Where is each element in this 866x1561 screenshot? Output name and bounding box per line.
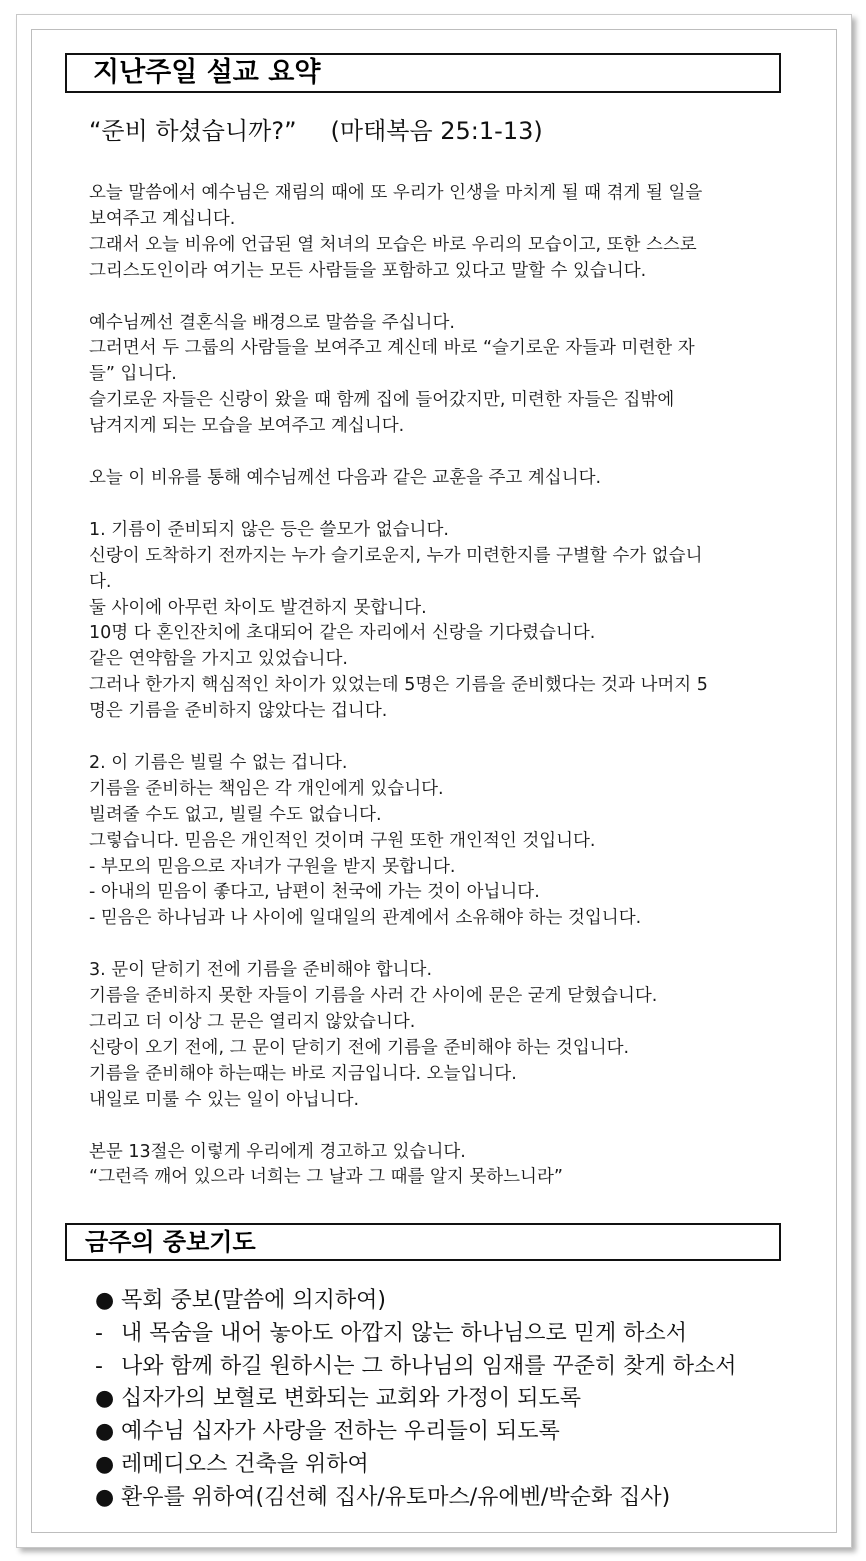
body-line: 예수님께선 결혼식을 배경으로 말씀을 주십니다. [89,312,455,333]
blank-line [89,725,789,751]
blank-line [89,1114,789,1140]
body-line: 기름을 준비하지 못한 자들이 기름을 사러 간 사이에 문은 굳게 닫혔습니다. [89,986,658,1007]
prayer-text: 레메디오스 건축을 위하여 [121,1451,369,1477]
prayer-item [95,1351,795,1384]
body-line: 남겨지게 되는 모습을 보여주고 계십니다. [89,416,405,437]
body-line: 그렇습니다. 믿음은 개인적인 것이며 구원 또한 개인적인 것입니다. [89,830,596,851]
prayer-item [95,1318,795,1351]
bullet-icon: ● [95,1484,115,1510]
bullet-icon: ● [95,1386,115,1412]
body-line: 신랑이 도착하기 전까지는 누가 슬기로운지, 누가 미련한지를 구별할 수가 없습니 [89,545,703,566]
bullet-icon: ● [95,1419,115,1445]
body-line: 그러면서 두 그룹의 사람들을 보여주고 계신데 바로 “슬기로운 자들과 미련한 자 [89,338,695,359]
body-line: 빌려줄 수도 없고, 빌릴 수도 없습니다. [89,804,382,825]
dash-marker: - [95,1320,103,1346]
bullet-icon: ● [95,1288,115,1313]
body-line: 그러나 한가지 핵심적인 차이가 있었는데 5명은 기름을 준비했다는 것과 나머지 5 [89,675,708,696]
body-line: 그리스도인이라 여기는 모든 사람들을 포함하고 있다고 말할 수 있습니다. [89,260,647,281]
prayer-item [95,1449,795,1482]
prayer-list [95,1285,795,1515]
prayer-item [95,1416,795,1449]
body-line: 들” 입니다. [89,364,177,385]
sermon-title-text: “준비 하셨습니까?” [89,117,297,145]
scripture-reference: (마태복음 25:1-13) [330,117,543,145]
prayer-item [95,1285,795,1318]
blank-line [89,285,789,311]
prayer-item [95,1482,795,1515]
bulletin-page [16,14,852,1548]
body-line: 오늘 이 비유를 통해 예수님께선 다음과 같은 교훈을 주고 계십니다. [89,467,602,488]
prayer-item [95,1383,795,1416]
prayer-text: 환우를 위하여(김선혜 집사/유토마스/유에벤/박순화 집사) [121,1484,671,1510]
body-line: 본문 13절은 이렇게 우리에게 경고하고 있습니다. [89,1141,466,1162]
body-line: 3. 문이 닫히기 전에 기름을 준비해야 합니다. [89,960,433,981]
body-line: 오늘 말씀에서 예수님은 재림의 때에 또 우리가 인생을 마치게 될 때 겪게 될 일을 [89,183,703,203]
body-line: “그런즉 깨어 있으라 너희는 그 날과 그 때를 알지 못하느니라” [89,1167,563,1188]
blank-line [89,932,789,958]
prayer-text: 십자가의 보혈로 변화되는 교회와 가정이 되도록 [121,1386,582,1412]
body-line: 같은 연약함을 가지고 있었습니다. [89,649,348,670]
sermon-summary-heading: 지난주일 설교 요약 [65,53,781,93]
body-line: - 믿음은 하나님과 나 사이에 일대일의 관계에서 소유해야 하는 것입니다. [89,908,642,929]
prayer-text: 예수님 십자가 사랑을 전하는 우리들이 되도록 [121,1419,560,1445]
body-line: 1. 기름이 준비되지 않은 등은 쓸모가 없습니다. [89,519,449,540]
blank-line [89,492,789,518]
body-line: 10명 다 혼인잔치에 초대되어 같은 자리에서 신랑을 기다렸습니다. [89,623,596,644]
body-line: 기름을 준비하는 책임은 각 개인에게 있습니다. [89,778,444,799]
body-line: 기름을 준비해야 하는때는 바로 지금입니다. 오늘입니다. [89,1063,517,1084]
body-line: - 부모의 믿음으로 자녀가 구원을 받지 못합니다. [89,856,456,877]
blank-line [89,440,789,466]
body-line: 그래서 오늘 비유에 언급된 열 처녀의 모습은 바로 우리의 모습이고, 또한 스스로 [89,234,697,255]
prayer-text: 나와 함께 하길 원하시는 그 하나님의 임재를 꾸준히 찾게 하소서 [121,1353,737,1379]
prayer-text: 목회 중보(말씀에 의지하여) [121,1288,386,1313]
sermon-summary-body [89,181,789,1191]
body-line: 둘 사이에 아무런 차이도 발견하지 못합니다. [89,597,427,618]
body-line: 보여주고 계십니다. [89,208,236,229]
prayer-heading: 금주의 중보기도 [65,1223,781,1261]
prayer-text: 내 목숨을 내어 놓아도 아깝지 않는 하나님으로 믿게 하소서 [121,1320,687,1346]
body-line: 다. [89,571,112,592]
body-line: 슬기로운 자들은 신랑이 왔을 때 함께 집에 들어갔지만, 미련한 자들은 집밖에 [89,390,675,411]
dash-marker: - [95,1353,103,1379]
body-line: 명은 기름을 준비하지 않았다는 겁니다. [89,701,388,722]
bullet-icon: ● [95,1451,115,1477]
body-line: 신랑이 오기 전에, 그 문이 닫히기 전에 기름을 준비해야 하는 것입니다. [89,1037,630,1058]
body-line: 2. 이 기름은 빌릴 수 없는 겁니다. [89,752,348,773]
body-line: 그리고 더 이상 그 문은 열리지 않았습니다. [89,1012,416,1032]
sermon-title [89,115,543,147]
body-line: 내일로 미룰 수 있는 일이 아닙니다. [89,1089,360,1110]
body-line: - 아내의 믿음이 좋다고, 남편이 천국에 가는 것이 아닙니다. [89,882,540,903]
